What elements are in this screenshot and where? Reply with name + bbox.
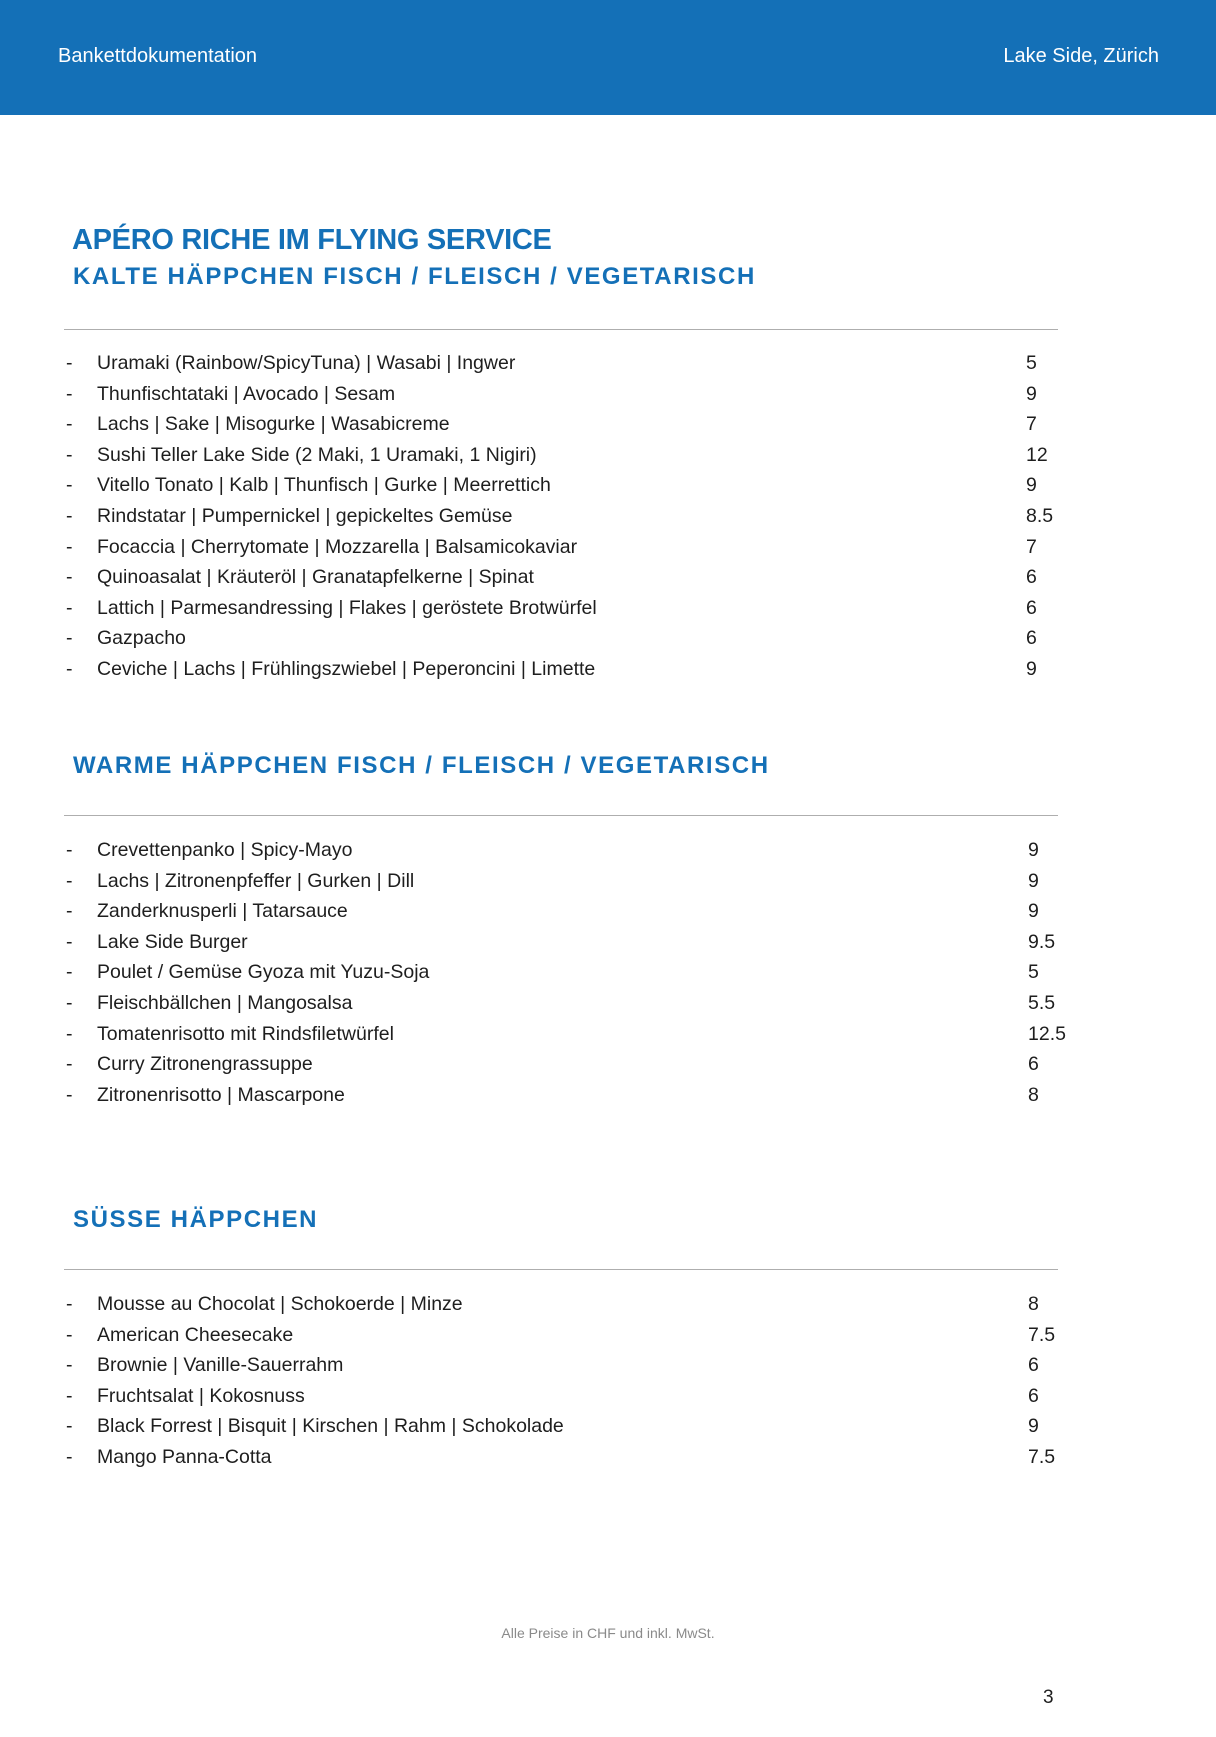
list-bullet: -: [66, 566, 73, 589]
section-divider: [64, 815, 1058, 816]
menu-item: [66, 348, 1056, 379]
list-bullet: -: [66, 1384, 73, 1407]
menu-item-price: 5: [1026, 352, 1037, 374]
section-title-warm: WARME HÄPPCHEN FISCH / FLEISCH / VEGETARISCH: [73, 752, 770, 779]
price-footnote: Alle Preise in CHF und inkl. MwSt.: [501, 1625, 715, 1641]
menu-item-price: 9: [1028, 900, 1039, 923]
menu-list-cold: [66, 348, 1056, 685]
menu-item-name: Uramaki (Rainbow/SpicyTuna) | Wasabi | Ingwer: [97, 352, 516, 374]
list-bullet: -: [66, 1415, 73, 1438]
list-bullet: -: [66, 627, 73, 650]
document-title: Bankettdokumentation: [58, 45, 258, 67]
menu-item-name: Brownie | Vanille-Sauerrahm: [97, 1354, 344, 1377]
menu-item-price: 9: [1028, 869, 1039, 892]
menu-item: [66, 866, 1056, 897]
list-bullet: -: [66, 900, 73, 923]
menu-item: [66, 1320, 1056, 1351]
menu-item-price: 6: [1026, 566, 1037, 589]
menu-item-name: Ceviche | Lachs | Frühlingszwiebel | Peperoncini | Limette: [97, 657, 596, 680]
menu-item-name: Zanderknusperli | Tatarsauce: [97, 900, 348, 923]
menu-item: [66, 1019, 1066, 1050]
menu-item: [66, 623, 1056, 654]
list-bullet: -: [66, 869, 73, 892]
list-bullet: -: [66, 352, 73, 374]
list-bullet: -: [66, 474, 73, 497]
section-divider: [64, 1269, 1058, 1270]
section-title-cold: KALTE HÄPPCHEN FISCH / FLEISCH / VEGETARISCH: [73, 263, 756, 290]
menu-item-price: 6: [1028, 1354, 1039, 1377]
menu-list-warm: [66, 835, 1066, 1110]
menu-item-name: Crevettenpanko | Spicy-Mayo: [97, 839, 353, 861]
list-bullet: -: [66, 839, 73, 861]
menu-item: [66, 562, 1056, 593]
list-bullet: -: [66, 991, 73, 1014]
menu-item-price: 9: [1028, 1415, 1039, 1438]
menu-item-price: 6: [1026, 627, 1037, 650]
menu-item-price: 5: [1028, 961, 1039, 984]
menu-item: [66, 835, 1056, 866]
menu-item-price: 6: [1028, 1053, 1039, 1076]
menu-item: [66, 896, 1056, 927]
menu-item: [66, 1080, 1056, 1111]
menu-list-sweet: [66, 1289, 1056, 1473]
menu-item-price: 5.5: [1028, 991, 1056, 1014]
menu-item-price: 9: [1026, 474, 1037, 497]
menu-item-price: 8: [1028, 1083, 1039, 1106]
list-bullet: -: [66, 1053, 73, 1076]
section-divider: [64, 329, 1058, 330]
list-bullet: -: [66, 1083, 73, 1106]
menu-item-name: Lachs | Sake | Misogurke | Wasabicreme: [97, 413, 450, 436]
list-bullet: -: [66, 961, 73, 984]
menu-item: [66, 957, 1056, 988]
menu-item-price: 7: [1026, 535, 1037, 558]
list-bullet: -: [66, 596, 73, 619]
menu-item-price: 9: [1026, 657, 1037, 680]
menu-item-price: 6: [1026, 596, 1037, 619]
list-bullet: -: [66, 1445, 73, 1468]
menu-item-price: 7.5: [1028, 1323, 1056, 1346]
menu-item-name: Lake Side Burger: [97, 930, 248, 953]
menu-item-name: Focaccia | Cherrytomate | Mozzarella | Balsamicokaviar: [97, 535, 578, 558]
menu-item: [66, 470, 1056, 501]
menu-item-name: Zitronenrisotto | Mascarpone: [97, 1083, 345, 1106]
section-title-sweet: SÜSSE HÄPPCHEN: [73, 1206, 319, 1233]
menu-item-price: 12: [1026, 443, 1048, 466]
menu-item: [66, 409, 1056, 440]
list-bullet: -: [66, 657, 73, 680]
menu-item: [66, 1442, 1056, 1473]
menu-item-name: Mango Panna-Cotta: [97, 1445, 272, 1468]
menu-item-price: 9: [1028, 839, 1039, 861]
menu-item: [66, 501, 1056, 532]
page-header: [0, 0, 1216, 115]
menu-item-name: Tomatenrisotto mit Rindsfiletwürfel: [97, 1022, 394, 1045]
menu-item: [66, 379, 1056, 410]
menu-item: [66, 988, 1056, 1019]
menu-item: [66, 532, 1056, 563]
menu-item-name: Sushi Teller Lake Side (2 Maki, 1 Uramaki, 1 Nigiri): [97, 443, 537, 466]
menu-item-name: Fruchtsalat | Kokosnuss: [97, 1384, 305, 1407]
menu-item-name: Poulet / Gemüse Gyoza mit Yuzu-Soja: [97, 961, 430, 984]
venue-location: Lake Side, Zürich: [1003, 45, 1159, 67]
page-title: APÉRO RICHE IM FLYING SERVICE: [72, 224, 552, 256]
list-bullet: -: [66, 504, 73, 527]
menu-item: [66, 1381, 1056, 1412]
menu-item: [66, 440, 1056, 471]
menu-item-price: 7.5: [1028, 1445, 1056, 1468]
list-bullet: -: [66, 443, 73, 466]
menu-item-name: Fleischbällchen | Mangosalsa: [97, 991, 353, 1014]
menu-item-name: Thunfischtataki | Avocado | Sesam: [97, 382, 396, 405]
list-bullet: -: [66, 1022, 73, 1045]
menu-item: [66, 593, 1056, 624]
menu-item: [66, 1350, 1056, 1381]
menu-item-name: Rindstatar | Pumpernickel | gepickeltes Gemüse: [97, 504, 513, 527]
menu-item-name: Quinoasalat | Kräuteröl | Granatapfelkerne | Spinat: [97, 566, 534, 589]
list-bullet: -: [66, 382, 73, 405]
page-number: 3: [1043, 1687, 1054, 1708]
menu-item-price: 6: [1028, 1384, 1039, 1407]
menu-item: [66, 1411, 1056, 1442]
menu-item: [66, 1289, 1056, 1320]
menu-item-price: 9: [1026, 382, 1037, 405]
menu-item-name: Vitello Tonato | Kalb | Thunfisch | Gurke | Meerrettich: [97, 474, 551, 497]
menu-item-name: Curry Zitronengrassuppe: [97, 1053, 313, 1076]
menu-item-price: 12.5: [1028, 1022, 1066, 1045]
menu-item-price: 7: [1026, 413, 1037, 436]
menu-item-name: Gazpacho: [97, 627, 186, 650]
menu-item-name: Mousse au Chocolat | Schokoerde | Minze: [97, 1293, 463, 1315]
list-bullet: -: [66, 930, 73, 953]
list-bullet: -: [66, 535, 73, 558]
menu-item-name: Lattich | Parmesandressing | Flakes | geröstete Brotwürfel: [97, 596, 597, 619]
menu-item: [66, 654, 1056, 685]
list-bullet: -: [66, 1323, 73, 1346]
menu-item: [66, 927, 1056, 958]
list-bullet: -: [66, 1293, 73, 1315]
menu-item-name: Lachs | Zitronenpfeffer | Gurken | Dill: [97, 869, 415, 892]
menu-item-price: 8: [1028, 1293, 1039, 1315]
menu-item-name: American Cheesecake: [97, 1323, 294, 1346]
list-bullet: -: [66, 1354, 73, 1377]
list-bullet: -: [66, 413, 73, 436]
menu-item-name: Black Forrest | Bisquit | Kirschen | Rahm | Schokolade: [97, 1415, 564, 1438]
menu-item-price: 8.5: [1026, 504, 1054, 527]
menu-item: [66, 1049, 1056, 1080]
menu-item-price: 9.5: [1028, 930, 1056, 953]
